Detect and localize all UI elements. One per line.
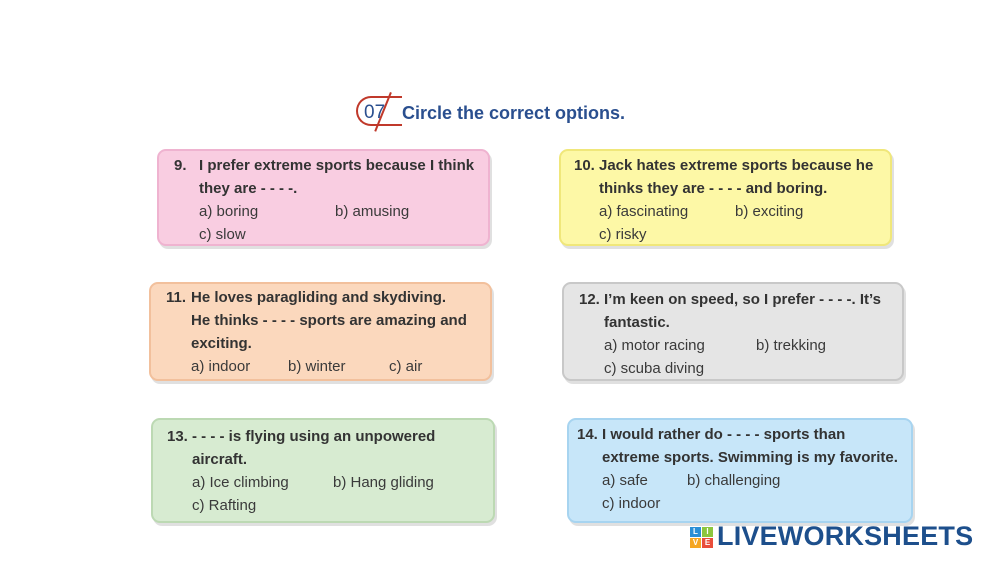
option-a[interactable]: a) indoor xyxy=(191,358,251,375)
question-card-9 xyxy=(157,149,490,246)
question-text-line2: they are - - - -. xyxy=(199,180,298,197)
option-a[interactable]: a) motor racing xyxy=(604,337,705,354)
question-card-13 xyxy=(151,418,495,523)
question-text-line1: Jack hates extreme sports because he xyxy=(599,157,874,174)
exercise-number: 07 xyxy=(364,102,386,123)
option-c[interactable]: c) risky xyxy=(599,226,647,243)
logo-icon-v: V xyxy=(690,538,701,548)
option-a[interactable]: a) Ice climbing xyxy=(192,474,289,491)
question-text-line1: I prefer extreme sports because I think xyxy=(199,157,475,174)
option-b[interactable]: b) winter xyxy=(288,358,346,375)
liveworksheets-logo xyxy=(690,521,990,553)
question-number: 14. xyxy=(577,426,598,443)
option-c[interactable]: c) Rafting xyxy=(192,497,257,514)
logo-icon-e: E xyxy=(702,538,713,548)
question-text-line2: aircraft. xyxy=(192,451,248,468)
option-c[interactable]: c) scuba diving xyxy=(604,360,705,377)
logo-icon-i: I xyxy=(702,527,713,537)
exercise-title: Circle the correct options. xyxy=(402,103,626,123)
question-number: 12. xyxy=(579,291,600,308)
exercise-header xyxy=(356,92,656,132)
question-text-line1: - - - - is flying using an unpowered xyxy=(192,428,436,445)
question-text-line3: exciting. xyxy=(191,335,252,352)
option-a[interactable]: a) fascinating xyxy=(599,203,689,220)
option-b[interactable]: b) challenging xyxy=(687,472,781,489)
option-a[interactable]: a) boring xyxy=(199,203,259,220)
question-card-12 xyxy=(562,282,904,381)
question-card-14 xyxy=(567,418,913,523)
question-card-10 xyxy=(559,149,892,246)
logo-text: LIVEWORKSHEETS xyxy=(717,521,974,551)
option-b[interactable]: b) trekking xyxy=(756,337,827,354)
question-text-line1: He loves paragliding and skydiving. xyxy=(191,289,447,306)
question-number: 13. xyxy=(167,428,188,445)
question-text-line1: I’m keen on speed, so I prefer - - - -. It’s xyxy=(604,291,882,308)
question-number: 9. xyxy=(174,157,187,174)
option-b[interactable]: b) exciting xyxy=(735,203,804,220)
question-text-line2: fantastic. xyxy=(604,314,670,331)
logo-icon-l: L xyxy=(690,527,701,537)
question-text-line2: He thinks - - - - sports are amazing and xyxy=(191,312,467,329)
question-number: 11. xyxy=(166,289,187,306)
question-text-line1: I would rather do - - - - sports than xyxy=(602,426,846,443)
question-number: 10. xyxy=(574,157,595,174)
logo-icon xyxy=(690,527,716,549)
option-c[interactable]: c) slow xyxy=(199,226,246,243)
question-text-line2: thinks they are - - - - and boring. xyxy=(599,180,828,197)
question-card-11 xyxy=(149,282,492,381)
option-c[interactable]: c) indoor xyxy=(602,495,661,512)
option-b[interactable]: b) amusing xyxy=(335,203,410,220)
option-a[interactable]: a) safe xyxy=(602,472,648,489)
question-text-line2: extreme sports. Swimming is my favorite. xyxy=(602,449,898,466)
option-b[interactable]: b) Hang gliding xyxy=(333,474,434,491)
option-c[interactable]: c) air xyxy=(389,358,423,375)
